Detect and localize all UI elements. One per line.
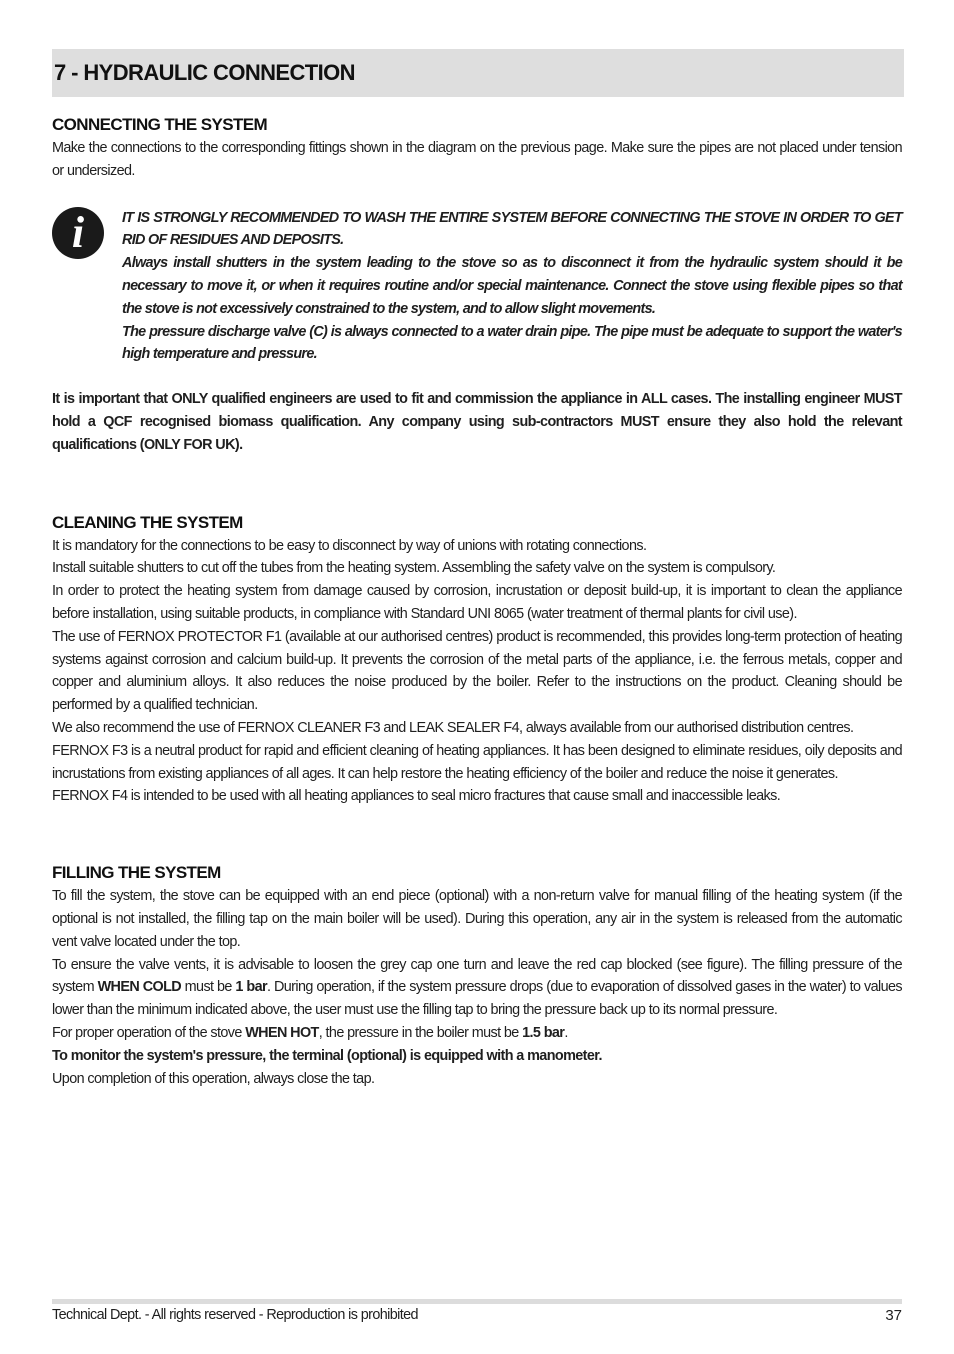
- page-content: [52, 113, 902, 1090]
- info-note: [52, 207, 902, 367]
- footer-text: Technical Dept. - All rights reserved - Reproduction is prohibited: [52, 1307, 418, 1323]
- connecting-text: Make the connections to the corresponding fittings shown in the diagram on the previous page. Make sure the pipes are not placed under tension or undersized.: [52, 140, 902, 179]
- cleaning-paragraph: Install suitable shutters to cut off the tubes from the heating system. Assembling the safety valve on the system is compulsory.: [52, 560, 776, 577]
- cleaning-paragraph: FERNOX F4 is intended to be used with all heating appliances to seal micro fractures that cause small and inaccessible leaks.: [52, 788, 781, 805]
- note-paragraph: Always install shutters in the system leading to the stove so as to disconnect it from the hydraulic system should it be necessary to move it, or when it requires routine and/or special maintenance. Connect the stove using flexible pipes so that the stove is not excessively constrained to the system, and to allow slight movements.: [122, 255, 902, 317]
- cleaning-paragraph: We also recommend the use of FERNOX CLEANER F3 and LEAK SEALER F4, always available from our authorised distribution centres.: [52, 719, 854, 736]
- cleaning-paragraph: The use of FERNOX PROTECTOR F1 (available at our authorised centres) product is recommended, this provides long-term protection of heating systems against corrosion and calcium build-up. It prevents the corrosion of the metal parts of the appliance, i.e. the ferrous metals, copper and copper and aluminium alloys. It also reduces the noise produced by the boiler. Refer to the instructions on the product. Cleaning should be performed by a qualified technician.: [52, 628, 902, 714]
- cleaning-title: CLEANING THE SYSTEM: [52, 512, 243, 532]
- info-icon: i: [52, 207, 104, 259]
- filling-paragraph: To ensure the valve vents, it is advisable to loosen the grey cap one turn and leave the red cap blocked (see figure). The filling pressure of the system WHEN COLD must be 1 bar. During operation, if the system pressure drops (due to evaporation of dissolved gases in the water) to values lower than the minimum indicated above, the user must use the filling tap to bring the pressure back up to its normal pressure.: [52, 956, 902, 1019]
- cleaning-paragraph: FERNOX F3 is a neutral product for rapid and efficient cleaning of heating appliances. It has been designed to eliminate residues, oily deposits and incrustations from existing appliances of all ages. It can help restore the heating efficiency of the boiler and reduce the noise it generates.: [52, 742, 902, 782]
- section-header-bar: [52, 49, 904, 97]
- filling-paragraph: Upon completion of this operation, always close the tap.: [52, 1070, 375, 1087]
- filling-paragraph: For proper operation of the stove WHEN HOT, the pressure in the boiler must be 1.5 bar.: [52, 1024, 568, 1041]
- cleaning-paragraph: In order to protect the heating system from damage caused by corrosion, incrustation or deposit build-up, it is important to clean the appliance before installation, using suitable products, in compliance with Standard UNI 8065 (water treatment of thermal plants for civil use).: [52, 583, 902, 622]
- note-paragraph: The pressure discharge valve (C) is always connected to a water drain pipe. The pipe must be adequate to support the water's high temperature and pressure.: [122, 323, 902, 363]
- filling-paragraph: To monitor the system's pressure, the terminal (optional) is equipped with a manometer.: [52, 1047, 602, 1064]
- cleaning-paragraph: It is mandatory for the connections to be easy to disconnect by way of unions with rotating connections.: [52, 537, 647, 554]
- filling-paragraph: To fill the system, the stove can be equipped with an end piece (optional) with a non-return valve for manual filling of the heating system (if the optional is not installed, the filling tap on the main boiler will be used). During this operation, any air in the system is released from the automatic vent valve located under the top.: [52, 888, 902, 950]
- footer-divider: [52, 1299, 902, 1304]
- filling-title: FILLING THE SYSTEM: [52, 863, 221, 883]
- important-text: It is important that ONLY qualified engineers are used to fit and commission the appliance in ALL cases. The installing engineer MUST hold a QCF recognised biomass qualification. Any company using sub-contractors MUST ensure they also hold the relevant qualifications (ONLY FOR UK).: [52, 391, 902, 453]
- page-title: 7 - HYDRAULIC CONNECTION: [54, 60, 355, 85]
- important-notice: [52, 388, 902, 456]
- note-paragraph: IT IS STRONGLY RECOMMENDED TO WASH THE ENTIRE SYSTEM BEFORE CONNECTING THE STOVE IN ORDER TO GET RID OF RESIDUES AND DEPOSITS.: [122, 209, 902, 249]
- page-number: 37: [885, 1307, 902, 1324]
- connecting-title: CONNECTING THE SYSTEM: [52, 115, 268, 134]
